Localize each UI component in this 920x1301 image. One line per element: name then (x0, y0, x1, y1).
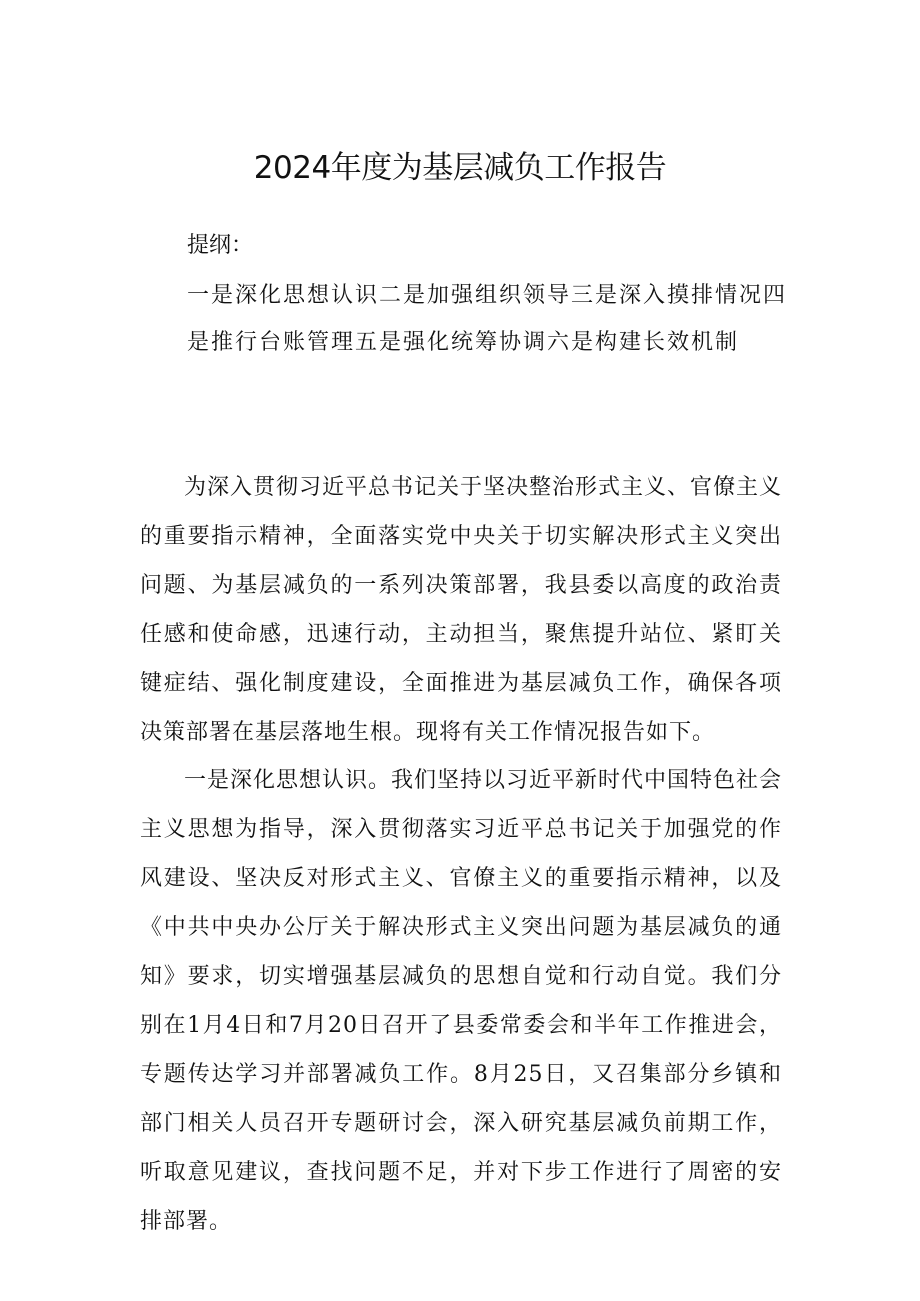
document-title: 2024年度为基层减负工作报告 (253, 150, 667, 186)
outline-line: 是推行台账管理五是强化统筹协调六是构建长效机制 (187, 330, 740, 355)
outline-label: 提纲： (187, 233, 254, 258)
document-body (140, 464, 782, 1247)
outline-line: 一是深化思想认识二是加强组织领导三是深入摸排情况四 (187, 283, 788, 308)
intro-paragraph: 为深入贯彻习近平总书记关于坚决整治形式主义、官僚主义的重要指示精神，全面落实党中央关于切实解决形式主义突出问题、为基层减负的一系列决策部署，我县委以高度的政治责任感和使命感，迅速行动，主动担当，聚焦提升站位、紧盯关键症结、强化制度建设，全面推进为基层减负工作，确保各项决策部署在基层落地生根。现将有关工作情况报告如下。 (140, 475, 783, 745)
section-one-paragraph: 一是深化思想认识。我们坚持以习近平新时代中国特色社会主义思想为指导，深入贯彻落实习近平总书记关于加强党的作风建设、坚决反对形式主义、官僚主义的重要指示精神，以及《中共中央办公厅关于解决形式主义突出问题为基层减负的通知》要求，切实增强基层减负的思想自觉和行动自觉。我们分别在1月4日和7月20日召开了县委常委会和半年工作推进会，专题传达学习并部署减负工作。8月25日，又召集部分乡镇和部门相关人员召开专题研讨会，深入研究基层减负前期工作，听取意见建议，查找问题不足，并对下步工作进行了周密的安排部署。 (140, 768, 783, 1234)
